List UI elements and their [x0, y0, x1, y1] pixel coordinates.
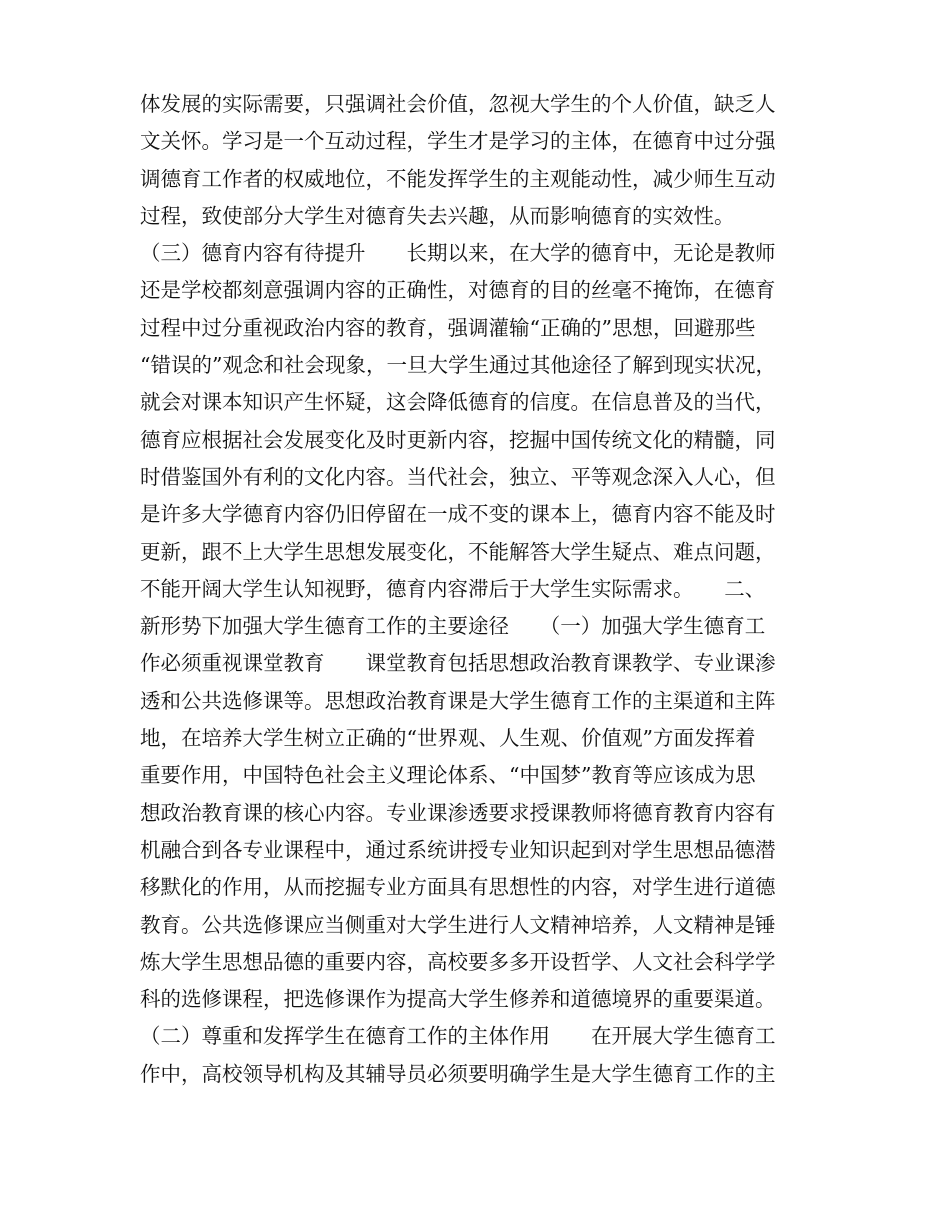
text-line: 体发展的实际需要，只强调社会价值，忽视大学生的个人价值，缺乏人 [140, 92, 776, 116]
text-line: 移默化的作用，从而挖掘专业方面具有思想性的内容，对学生进行道德 [140, 875, 776, 900]
text-line: 是许多大学德育内容仍旧停留在一成不变的课本上，德育内容不能及时 [140, 502, 776, 527]
text-line: 炼大学生思想品德的重要内容，高校要多多开设哲学、人文社会科学学 [140, 949, 776, 974]
text-line: 科的选修课程，把选修课作为提高大学生修养和道德境界的重要渠道。 [140, 987, 776, 1012]
text-line: 想政治教育课的核心内容。专业课渗透要求授课教师将德育教育内容有 [140, 800, 776, 825]
text-line: 时借鉴国外有利的文化内容。当代社会，独立、平等观念深入人心，但 [140, 464, 776, 489]
text-line: 文关怀。学习是一个互动过程，学生才是学习的主体，在德育中过分强 [140, 129, 776, 154]
text-line: （三）德育内容有待提升 长期以来，在大学的德育中，无论是教师 [140, 241, 776, 266]
text-line: 不能开阔大学生认知视野，德育内容滞后于大学生实际需求。 二、 [140, 576, 766, 601]
text-line: 过程，致使部分大学生对德育失去兴趣，从而影响德育的实效性。 [140, 203, 735, 228]
text-line: “错误的”观念和社会现象，一旦大学生通过其他途径了解到现实状况， [140, 353, 776, 378]
text-line: 透和公共选修课等。思想政治教育课是大学生德育工作的主渠道和主阵 [140, 688, 776, 713]
text-line: 更新，跟不上大学生思想发展变化，不能解答大学生疑点、难点问题， [140, 539, 776, 564]
text-line: 作必须重视课堂教育 课堂教育包括思想政治教育课教学、专业课渗 [140, 651, 776, 676]
text-line: 新形势下加强大学生德育工作的主要途径 （一）加强大学生德育工 [140, 614, 766, 639]
text-line: 德育应根据社会发展变化及时更新内容，挖掘中国传统文化的精髓，同 [140, 427, 776, 452]
text-line: 调德育工作者的权威地位，不能发挥学生的主观能动性，减少师生互动 [140, 166, 776, 191]
text-line: 地，在培养大学生树立正确的“世界观、人生观、价值观”方面发挥着 [140, 726, 756, 751]
text-line: 教育。公共选修课应当侧重对大学生进行人文精神培养，人文精神是锤 [140, 912, 776, 937]
text-line: 机融合到各专业课程中，通过系统讲授专业知识起到对学生思想品德潜 [140, 837, 776, 862]
body-text [140, 86, 820, 1093]
text-line: 就会对课本知识产生怀疑，这会降低德育的信度。在信息普及的当代， [140, 390, 776, 415]
text-line: 过程中过分重视政治内容的教育，强调灌输“正确的”思想，回避那些 [140, 315, 756, 340]
text-line: 重要作用，中国特色社会主义理论体系、“中国梦”教育等应该成为思 [140, 763, 756, 788]
text-line: 作中，高校领导机构及其辅导员必须要明确学生是大学生德育工作的主 [140, 1061, 776, 1086]
text-line: （二）尊重和发挥学生在德育工作的主体作用 在开展大学生德育工 [140, 1024, 776, 1049]
text-line: 还是学校都刻意强调内容的正确性，对德育的目的丝毫不掩饰，在德育 [140, 278, 776, 303]
